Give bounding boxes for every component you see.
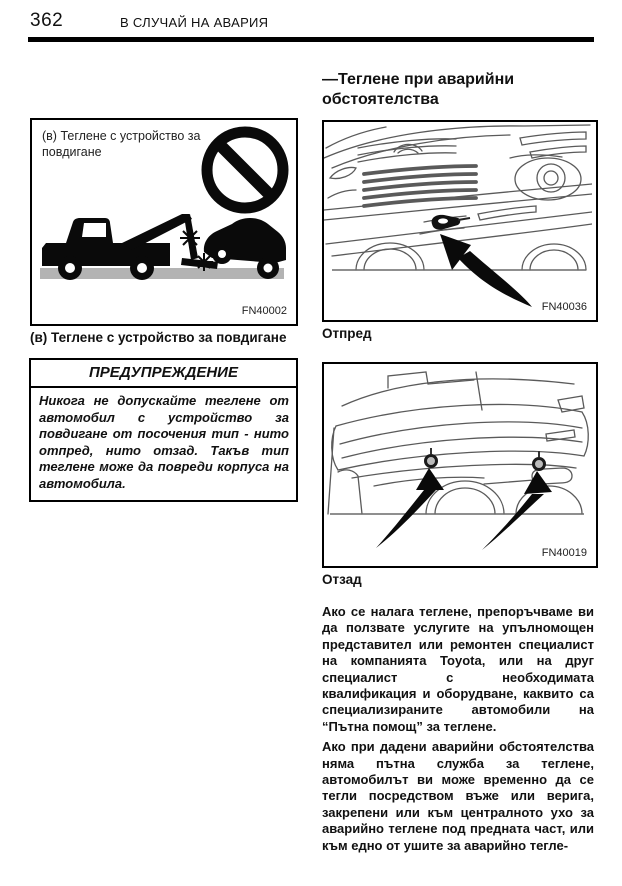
- prohibition-icon: [207, 132, 283, 208]
- figure-lift-caption: (в) Теглене с устройство за повдигане: [30, 330, 287, 345]
- section-heading: —Теглене при аварийни обстоятелства: [322, 71, 515, 108]
- car-front-illustration: [324, 122, 592, 316]
- header-rule: [28, 37, 594, 42]
- figure-front-towing-eye: [322, 120, 598, 322]
- body-text: [322, 604, 594, 858]
- figure-rear-towing-eyes: [322, 362, 598, 568]
- warning-body: Никога не допускайте теглене от автомобил с устройство за повдигане от посочения тип - нито отпред, нито отзад. Такъв тип теглене може да повреди корпуса на автомобила.: [39, 393, 289, 491]
- figure-rear-caption: Отзад: [322, 572, 362, 587]
- figure-front-caption: Отпред: [322, 326, 372, 341]
- warning-title: ПРЕДУПРЕЖДЕНИЕ: [31, 360, 296, 388]
- figure-code: FN40019: [541, 547, 587, 559]
- figure-code: FN40036: [541, 301, 587, 313]
- towing-eyelet-rear-left: [426, 448, 437, 467]
- figure-lift-towing: [30, 118, 298, 326]
- page-number: 362: [30, 10, 64, 31]
- warning-box: [29, 358, 298, 502]
- chapter-title: В СЛУЧАЙ НА АВАРИЯ: [120, 15, 269, 30]
- towing-eyelet-rear-right: [534, 451, 545, 470]
- paragraph: Ако при дадени аварийни обстоятелства няма пътна служба за теглене, автомобилът ви може временно да се тегли посредством въже или верига, закрепени или към централното ухо за аварийно теглене под предната част, или към едно от ушите за аварийно тегле-: [322, 739, 594, 853]
- car-rear-illustration: [324, 364, 592, 562]
- figure-label: (в) Теглене с устройство за повдигане: [42, 129, 201, 159]
- lower-grille-slats: [364, 166, 476, 206]
- figure-code: FN40002: [241, 305, 287, 317]
- paragraph: Ако се налага теглене, препоръчваме ви да ползвате услугите на упълномощен представител или ремонтен специалист на компанията Toyota, или на друг специалист с необходимата квалификация и оборудване, каквито са специализираните автомобили на “Пътна помощ” за теглене.: [322, 604, 594, 734]
